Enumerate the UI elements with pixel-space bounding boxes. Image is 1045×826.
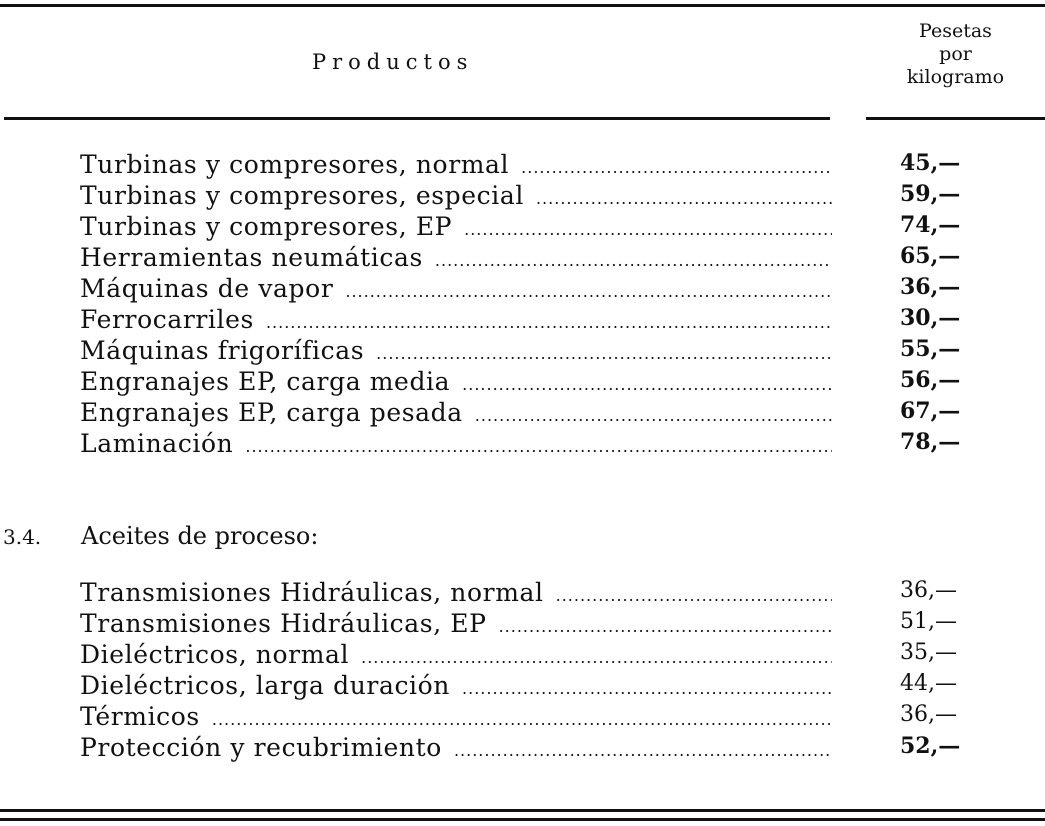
product-name: Transmisiones Hidráulicas, EP — [80, 609, 487, 638]
dot-leader — [464, 220, 832, 239]
dot-leader — [245, 437, 832, 456]
product-name: Turbinas y compresores, EP — [80, 212, 453, 241]
dot-leader — [462, 679, 832, 698]
product-price: 30,— — [900, 305, 961, 331]
section-heading — [3, 522, 318, 550]
table-row — [80, 367, 832, 397]
product-name: Protección y recubrimiento — [80, 733, 442, 762]
top-rule — [0, 4, 1045, 7]
product-name: Dieléctricos, normal — [80, 640, 350, 669]
table-row — [80, 305, 832, 335]
dot-leader — [454, 741, 832, 760]
product-price: 55,— — [900, 336, 961, 362]
dot-leader — [521, 158, 832, 177]
table-row — [80, 336, 832, 366]
dot-leader — [475, 406, 832, 425]
product-name: Ferrocarriles — [80, 305, 254, 334]
section-number: 3.4. — [3, 525, 42, 549]
dot-leader — [361, 648, 832, 667]
header-rule-price — [866, 117, 1045, 120]
table-row — [80, 212, 832, 242]
product-price: 35,— — [900, 640, 957, 665]
product-price: 45,— — [900, 150, 961, 176]
table-row — [80, 702, 832, 732]
product-price: 67,— — [900, 398, 961, 424]
product-price: 36,— — [900, 702, 957, 727]
product-price: 65,— — [900, 243, 961, 269]
price-column-header — [866, 20, 1045, 89]
bottom-rule-upper — [0, 809, 1045, 812]
product-name: Herramientas neumáticas — [80, 243, 423, 272]
table-row — [80, 274, 832, 304]
product-price: 51,— — [900, 609, 957, 634]
section-title: Aceites de proceso: — [81, 522, 319, 550]
product-price: 52,— — [900, 733, 961, 759]
table-row — [80, 243, 832, 273]
product-name: Laminación — [80, 429, 234, 458]
table-row — [80, 733, 832, 763]
bottom-rule-lower — [0, 818, 1045, 821]
table-row — [80, 671, 832, 701]
product-name: Máquinas de vapor — [80, 274, 334, 303]
products-column-header: Productos — [312, 50, 474, 74]
price-header-line-1: Pesetas — [919, 20, 992, 42]
product-name: Turbinas y compresores, normal — [80, 150, 510, 179]
table-row — [80, 640, 832, 670]
dot-leader — [345, 282, 832, 301]
product-name: Térmicos — [80, 702, 200, 731]
price-header-line-2: por — [939, 43, 972, 65]
table-row — [80, 150, 832, 180]
dot-leader — [499, 617, 832, 636]
dot-leader — [435, 251, 832, 270]
table-row — [80, 181, 832, 211]
product-name: Engranajes EP, carga pesada — [80, 398, 463, 427]
table-row — [80, 609, 832, 639]
table-row — [80, 398, 832, 428]
table-row — [80, 578, 832, 608]
product-name: Engranajes EP, carga media — [80, 367, 451, 396]
product-price: 36,— — [900, 274, 961, 300]
table-row — [80, 429, 832, 459]
product-price: 74,— — [900, 212, 961, 238]
product-name: Turbinas y compresores, especial — [80, 181, 524, 210]
header-rule-products — [4, 117, 830, 120]
product-name: Dieléctricos, larga duración — [80, 671, 451, 700]
price-header-line-3: kilogramo — [906, 66, 1005, 88]
dot-leader — [556, 586, 832, 605]
product-name: Máquinas frigoríficas — [80, 336, 365, 365]
dot-leader — [266, 313, 832, 332]
product-price: 59,— — [900, 181, 961, 207]
dot-leader — [536, 189, 832, 208]
product-name: Transmisiones Hidráulicas, normal — [80, 578, 544, 607]
product-price: 36,— — [900, 578, 957, 603]
dot-leader — [212, 710, 832, 729]
dot-leader — [462, 375, 832, 394]
dot-leader — [376, 344, 832, 363]
product-price: 44,— — [900, 671, 957, 696]
product-price: 56,— — [900, 367, 961, 393]
product-price: 78,— — [900, 429, 961, 455]
